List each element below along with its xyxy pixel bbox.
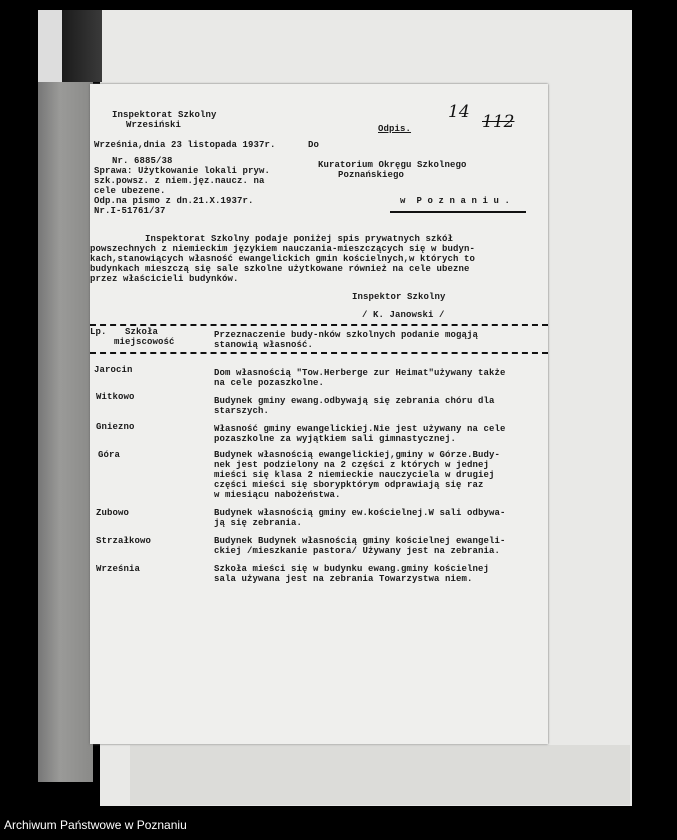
body-paragraph: Inspektorat Szkolny podaje poniżej spis prywatnych szkół powszechnych z niemieckim językiem nauczania-mieszczących się w budyn- kach,stanowiących własność ewangelickich gmin kościelnych,w których to budynkach mieszczą się sale szkolne użytkowane również na cele ubezne przez właścicieli budynków.: [90, 234, 476, 284]
org-line2: Wrzesiński: [126, 120, 182, 130]
table-header-rule: [90, 352, 548, 354]
row-description: Budynek własnością gminy ew.kościelnej.W sali odbywa- ją się zebrania.: [214, 508, 506, 528]
recipient-underline: [390, 211, 526, 213]
place-date: Września,dnia 23 listopada 1937r.: [94, 140, 276, 150]
document-page: [90, 84, 548, 744]
signature-title: Inspektor Szkolny: [352, 292, 446, 302]
reply-reference: Odp.na pismo z dn.21.X.1937r.: [94, 196, 254, 206]
binding-shadow: [62, 10, 102, 82]
handwritten-number: 14: [448, 102, 470, 122]
row-town: Zubowo: [96, 508, 130, 518]
signature-name: / K. Janowski /: [362, 310, 445, 320]
copy-label: Odpis.: [378, 124, 412, 134]
handwritten-fraction: 112: [482, 112, 515, 132]
col-purpose: Przeznaczenie budy-nków szkolnych podanie mogąją stanowią własność.: [214, 330, 479, 350]
archive-footer: Archiwum Państwowe w Poznaniu: [4, 818, 187, 832]
table-top-rule: [90, 324, 548, 326]
row-town: Strzałkowo: [96, 536, 152, 546]
row-town: Góra: [98, 450, 121, 460]
binding-strip: [38, 82, 93, 782]
col-school: Szkoła miejscowość: [114, 327, 175, 347]
row-town: Gniezno: [96, 422, 135, 432]
row-description: Własność gminy ewangelickiej.Nie jest używany na cele pozaszkolne za wyjątkiem sali gimnastycznej.: [214, 424, 506, 444]
row-description: Budynek Budynek własnością gminy kościelnej ewangeli- ckiej /mieszkanie pastora/ Używany jest na zebrania.: [214, 536, 506, 556]
org-line1: Inspektorat Szkolny: [112, 110, 217, 120]
recipient-line2: Poznańskiego: [338, 170, 405, 180]
row-town: Września: [96, 564, 141, 574]
recipient-line1: Kuratorium Okręgu Szkolnego: [318, 160, 467, 170]
to-label: Do: [308, 140, 320, 150]
row-description: Dom własnością "Tow.Herberge zur Heimat"używany także na cele pozaszkolne.: [214, 368, 506, 388]
row-town: Jarocin: [94, 365, 133, 375]
row-description: Szkoła mieści się w budynku ewang.gminy kościelnej sala używana jest na zebrania Towarzystwa niem.: [214, 564, 490, 584]
recipient-city: w P o z n a n i u .: [400, 196, 511, 206]
row-description: Budynek własnością ewangelickiej,gminy w Górze.Budy- nek jest podzielony na 2 części z których w jednej mieści się klasa 2 niemieckie nauczyciela w drugiej części mieści się sborypktórym odprawiają się raz w miesiącu nabożeństwa.: [214, 450, 501, 500]
col-lp: Lp.: [90, 327, 107, 337]
row-town: Witkowo: [96, 392, 135, 402]
background-sheet-lower: [130, 745, 630, 805]
reference-number: Nr. 6885/38: [112, 156, 173, 166]
binding-strip-top: [38, 10, 63, 82]
row-description: Budynek gminy ewang.odbywają się zebrania chóru dla starszych.: [214, 396, 495, 416]
subject: Sprawa: Użytkowanie lokali pryw. szk.powsz. z niem.jęz.naucz. na cele ubezene.: [94, 166, 271, 196]
reference-number-2: Nr.I-51761/37: [94, 206, 166, 216]
